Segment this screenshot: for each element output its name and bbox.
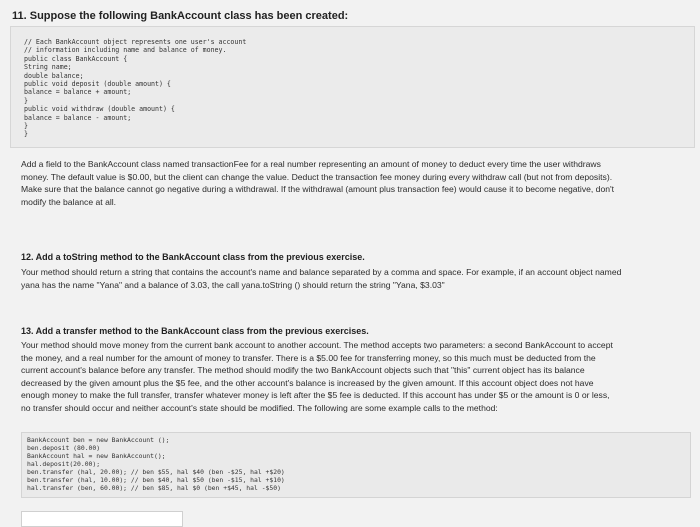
question-13-title: 13. Add a transfer method to the BankAccount class from the previous exercises. (21, 326, 369, 336)
code-line: balance = balance - amount; (24, 113, 132, 122)
code-line: BankAccount hal = new BankAccount(); (27, 452, 166, 460)
question-13-code (27, 436, 285, 492)
code-line: // Each BankAccount object represents one user's account (24, 38, 247, 46)
answer-input-field[interactable] (21, 511, 183, 527)
question-13-text: Your method should move money from the current bank account to another account. The method accepts two parameters: a second BankAccount to accept the money, and a real number for the amount of money to transfer. There is a $5.00 fee for transferring money, so this much must be deducted from the current account's balance before any transfer. The method should modify the two BankAccount objects such that "this" current object has its balance decreased by the given amount plus the $5 fee, and the other account's balance is increased by the given amount. If this account object does not have enough money to make the full transfer, transfer whatever money is left after the $5 fee is deducted. If this account has under $5 or the amount is 0 or less, no transfer should occur and neither account's state should be modified. The following are some example calls to the method: (21, 340, 613, 413)
question-11-code (24, 38, 246, 139)
question-11-title: 11. Suppose the following BankAccount class has been created: (12, 10, 349, 22)
code-line: } (24, 96, 28, 105)
code-line: BankAccount ben = new BankAccount (); (27, 436, 170, 444)
question-12-text: Your method should return a string that contains the account's name and balance separated by a comma and space. For example, if an account object named yana has the name "Yana" and a balance of 3.03, the call yana.toString () should return the string "Yana, $3.03" (21, 267, 622, 290)
code-line: // information including name and balance of money. (24, 46, 227, 55)
code-line: ben.deposit (80.00) (27, 444, 101, 452)
code-line: public void deposit (double amount) { (24, 80, 171, 89)
code-line: public class BankAccount { (24, 54, 128, 63)
question-11-text: Add a field to the BankAccount class named transactionFee for a real number representing an amount of money to deduct every time the user withdraws money. The default value is $0.00, but the client can change the value. Deduct the transaction fee money during every withdraw call (but not from deposits). Make sure that the balance cannot go negative during a withdrawal. If the withdrawal (amount plus transaction fee) would cause it to become negative, don't modify the balance at all. (21, 159, 615, 207)
code-line: public void withdraw (double amount) { (24, 105, 175, 114)
question-12-title: 12. Add a toString method to the BankAccount class from the previous exercise. (21, 252, 365, 262)
code-line: } (24, 122, 28, 131)
code-line: balance = balance + amount; (24, 88, 132, 97)
code-line: ben.transfer (hal, 10.00); // ben $40, hal $50 (ben -$15, hal +$10) (27, 476, 285, 484)
code-line: hal.transfer (ben, 60.00); // ben $85, hal $0 (ben +$45, hal -$50) (27, 484, 281, 492)
code-line: String name; (24, 63, 72, 72)
code-line: double balance; (24, 71, 84, 80)
code-line: hal.deposit(20.00); (27, 460, 101, 468)
code-line: ben.transfer (hal, 20.00); // ben $55, hal $40 (ben -$25, hal +$20) (27, 468, 285, 476)
code-line: } (24, 130, 28, 139)
